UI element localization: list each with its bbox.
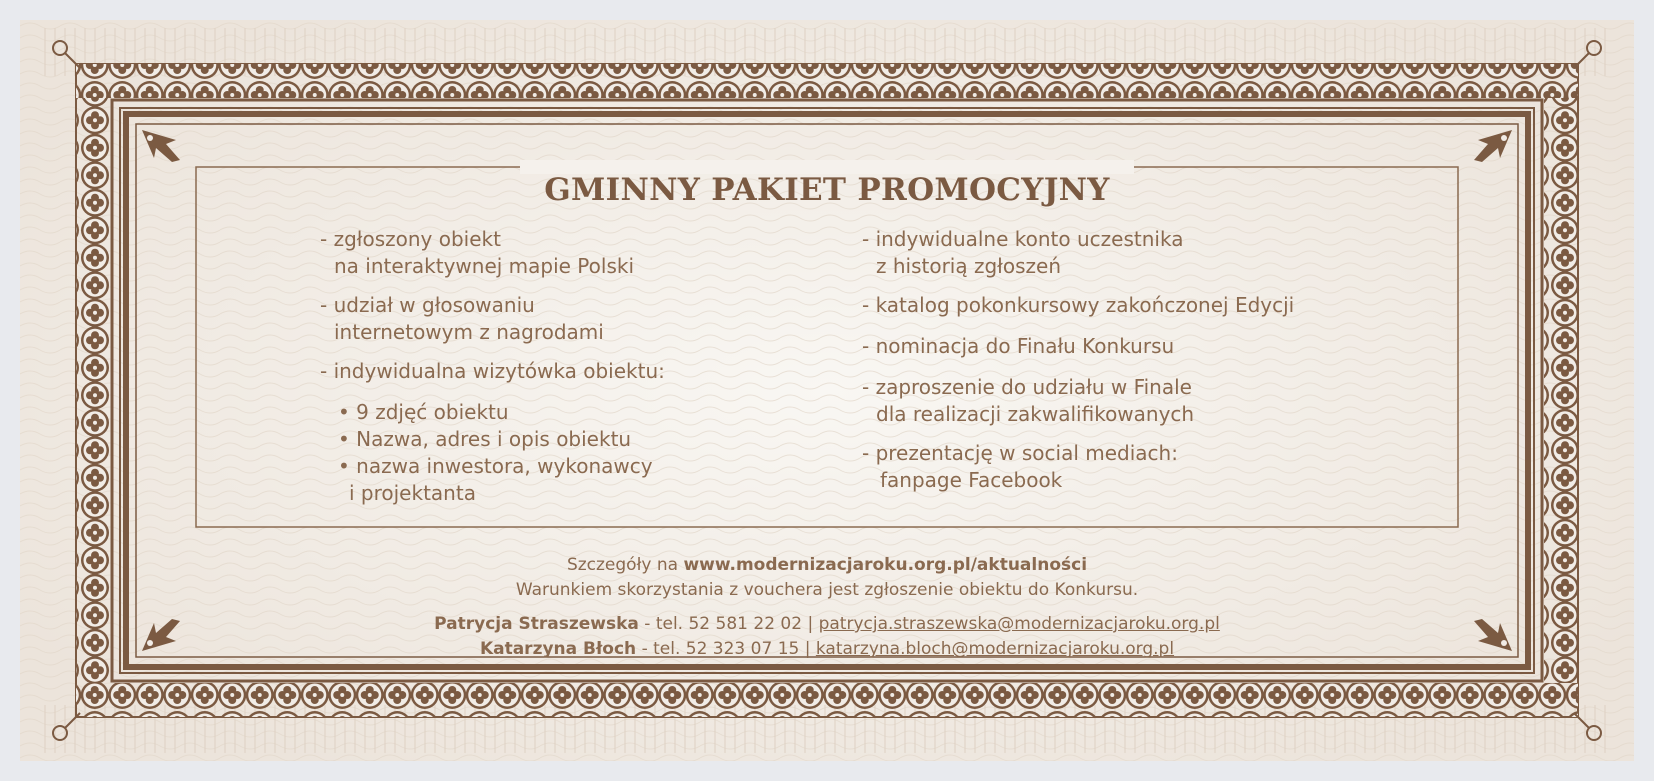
list-item: - prezentację w social mediach: fanpage Facebook bbox=[862, 441, 1178, 492]
details-line: Szczegóły na www.modernizacjaroku.org.pl/aktualności bbox=[566, 555, 1088, 575]
contact-line: Katarzyna Błoch - tel. 52 323 07 15 | katarzyna.bloch@modernizacjaroku.org.pl bbox=[479, 639, 1175, 659]
right-column bbox=[862, 226, 1382, 506]
page-title: GMINNY PAKIET PROMOCYJNY bbox=[544, 172, 1110, 208]
bullet-item: • nazwa inwestora, wykonawcy i projektanta bbox=[338, 454, 653, 505]
condition-text: Warunkiem skorzystania z vouchera jest zgłoszenie obiektu do Konkursu. bbox=[515, 580, 1139, 600]
contact-name: Katarzyna Błoch bbox=[479, 639, 637, 659]
list-item: - zgłoszony obiekt na interaktywnej mapie Polski bbox=[320, 227, 635, 278]
list-item: - udział w głosowaniu internetowym z nagrodami bbox=[320, 293, 604, 344]
bullet-item: • Nazwa, adres i opis obiektu bbox=[338, 427, 632, 451]
contact-line: Patrycja Straszewska - tel. 52 581 22 02 | patrycja.straszewska@modernizacjaroku.org.pl bbox=[434, 614, 1220, 634]
email-link[interactable]: patrycja.straszewska@modernizacjaroku.org.pl bbox=[818, 614, 1220, 634]
voucher-content bbox=[20, 20, 1634, 761]
details-url[interactable]: www.modernizacjaroku.org.pl/aktualności bbox=[683, 555, 1088, 575]
list-item: - indywidualna wizytówka obiektu: bbox=[320, 359, 665, 383]
list-item: - indywidualne konto uczestnika z historią zgłoszeń bbox=[862, 227, 1184, 278]
left-column bbox=[320, 226, 820, 507]
list-item: - nominacja do Finału Konkursu bbox=[862, 334, 1175, 358]
contact-name: Patrycja Straszewska bbox=[434, 614, 639, 634]
list-item: - zaproszenie do udziału w Finale dla realizacji zakwalifikowanych bbox=[862, 375, 1195, 426]
list-item: - katalog pokonkursowy zakończonej Edycji bbox=[862, 293, 1295, 317]
bullet-item: • 9 zdjęć obiektu bbox=[338, 400, 509, 424]
email-link[interactable]: katarzyna.bloch@modernizacjaroku.org.pl bbox=[815, 639, 1175, 659]
certificate-voucher bbox=[20, 20, 1634, 761]
